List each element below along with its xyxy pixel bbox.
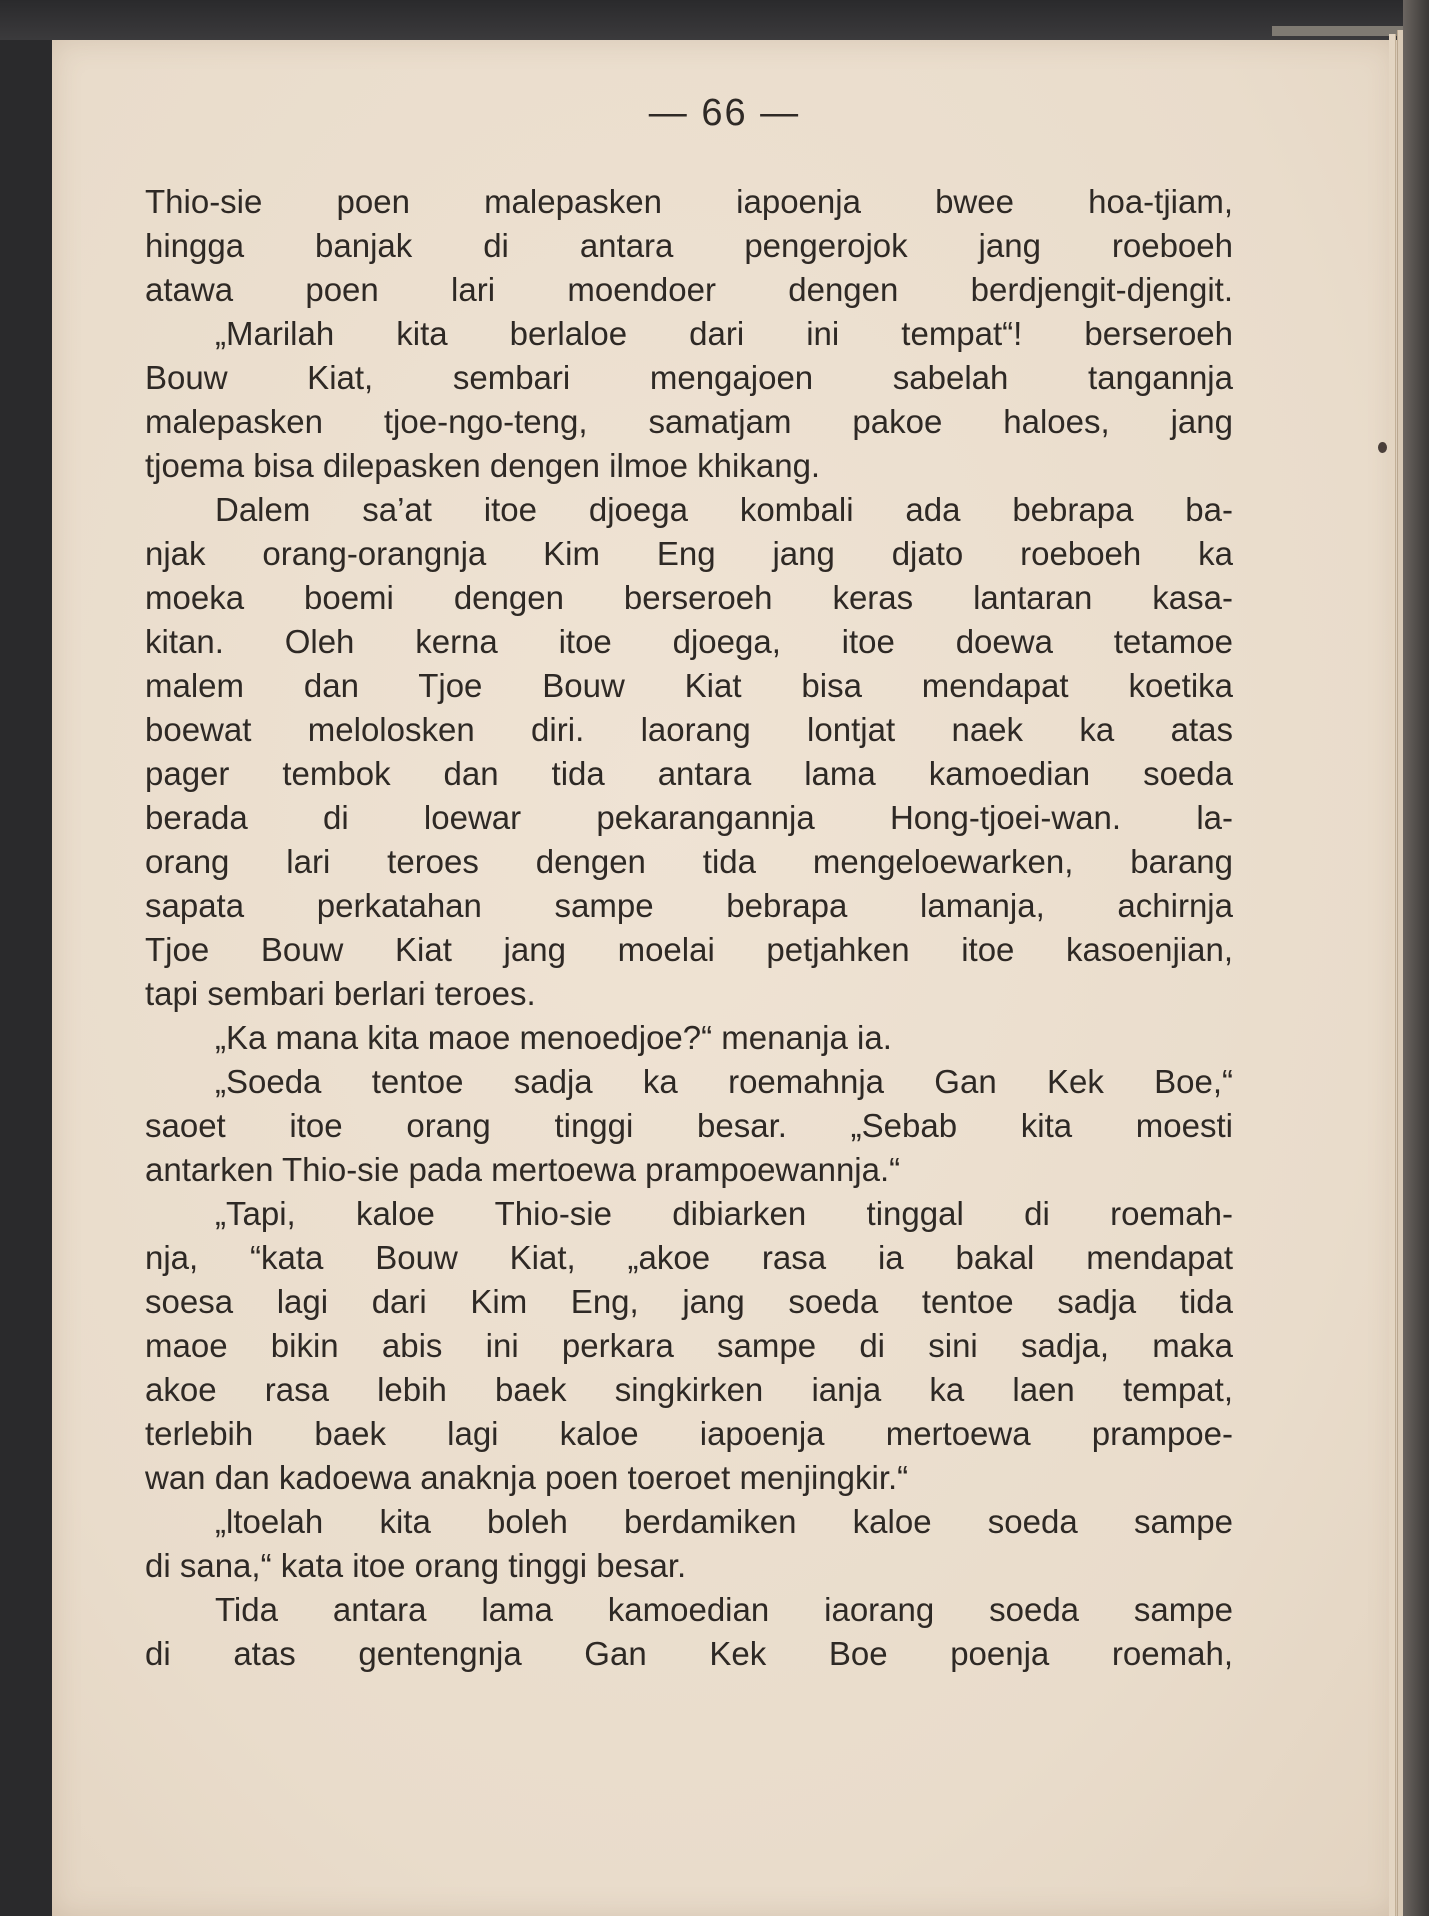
text-line: Bouw Kiat, sembari mengajoen sabelah tangannja [145,359,1233,396]
text-line: maoe bikin abis ini perkara sampe di sini sadja, maka [145,1327,1233,1364]
text-line: di atas gentengnja Gan Kek Boe poenja roemah, [145,1635,1233,1672]
text-line: wan dan kadoewa anaknja poen toeroet menjingkir.“ [145,1459,909,1496]
text-line: sapata perkatahan sampe bebrapa lamanja, achirnja [145,887,1233,924]
text-line: Tjoe Bouw Kiat jang moelai petjahken itoe kasoenjian, [145,931,1233,968]
text-line: malepasken tjoe-ngo-teng, samatjam pakoe haloes, jang [145,403,1233,440]
text-line: tapi sembari berlari teroes. [145,975,536,1012]
text-line: „Marilah kita berlaloe dari ini tempat“! berseroeh [215,315,1233,352]
text-line: antarken Thio-sie pada mertoewa prampoewannja.“ [145,1151,901,1188]
text-line: „ltoelah kita boleh berdamiken kaloe soeda sampe [215,1503,1233,1540]
text-line: pager tembok dan tida antara lama kamoedian soeda [145,755,1233,792]
page-text [145,180,1233,1676]
text-line: Dalem sa’at itoe djoega kombali ada bebrapa ba- [215,491,1233,528]
text-line: malem dan Tjoe Bouw Kiat bisa mendapat koetika [145,667,1233,704]
text-line: kitan. Oleh kerna itoe djoega, itoe doewa tetamoe [145,623,1233,660]
text-line: orang lari teroes dengen tida mengeloewarken, barang [145,843,1233,880]
text-line: moeka boemi dengen berseroeh keras lantaran kasa- [145,579,1233,616]
text-line: nja, “kata Bouw Kiat, „akoe rasa ia bakal mendapat [145,1239,1233,1276]
text-line: saoet itoe orang tinggi besar. „Sebab kita moesti [145,1107,1233,1144]
text-line: „Ka mana kita maoe menoedjoe?“ menanja ia. [215,1019,892,1056]
text-line: Tida antara lama kamoedian iaorang soeda sampe [215,1591,1233,1628]
text-line: „Tapi, kaloe Thio-sie dibiarken tinggal di roemah- [215,1195,1233,1232]
text-line: hingga banjak di antara pengerojok jang roeboeh [145,227,1233,264]
page-edge-leaf [1389,34,1396,1916]
text-line: „Soeda tentoe sadja ka roemahnja Gan Kek Boe,“ [215,1063,1233,1100]
scan-top-edge [0,0,1429,40]
text-line: Thio-sie poen malepasken iapoenja bwee hoa-tjiam, [145,183,1233,220]
text-line: atawa poen lari moendoer dengen berdjengit-djengit. [145,271,1233,308]
text-line: tjoema bisa dilepasken dengen ilmoe khikang. [145,447,821,484]
text-line: boewat melolosken diri. laorang lontjat naek ka atas [145,711,1233,748]
text-line: di sana,“ kata itoe orang tinggi besar. [145,1547,687,1584]
text-line: soesa lagi dari Kim Eng, jang soeda tentoe sadja tida [145,1283,1233,1320]
page-number: — 66 — [648,92,801,134]
scan-right-edge [1403,0,1429,1916]
text-line: njak orang-orangnja Kim Eng jang djato roeboeh ka [145,535,1233,572]
text-line: akoe rasa lebih baek singkirken ianja ka laen tempat, [145,1371,1233,1408]
text-line: berada di loewar pekarangannja Hong-tjoei-wan. la- [145,799,1233,836]
book-page [52,40,1397,1916]
text-line: terlebih baek lagi kaloe iapoenja mertoewa prampoe- [145,1415,1233,1452]
ink-speck [1378,442,1387,453]
